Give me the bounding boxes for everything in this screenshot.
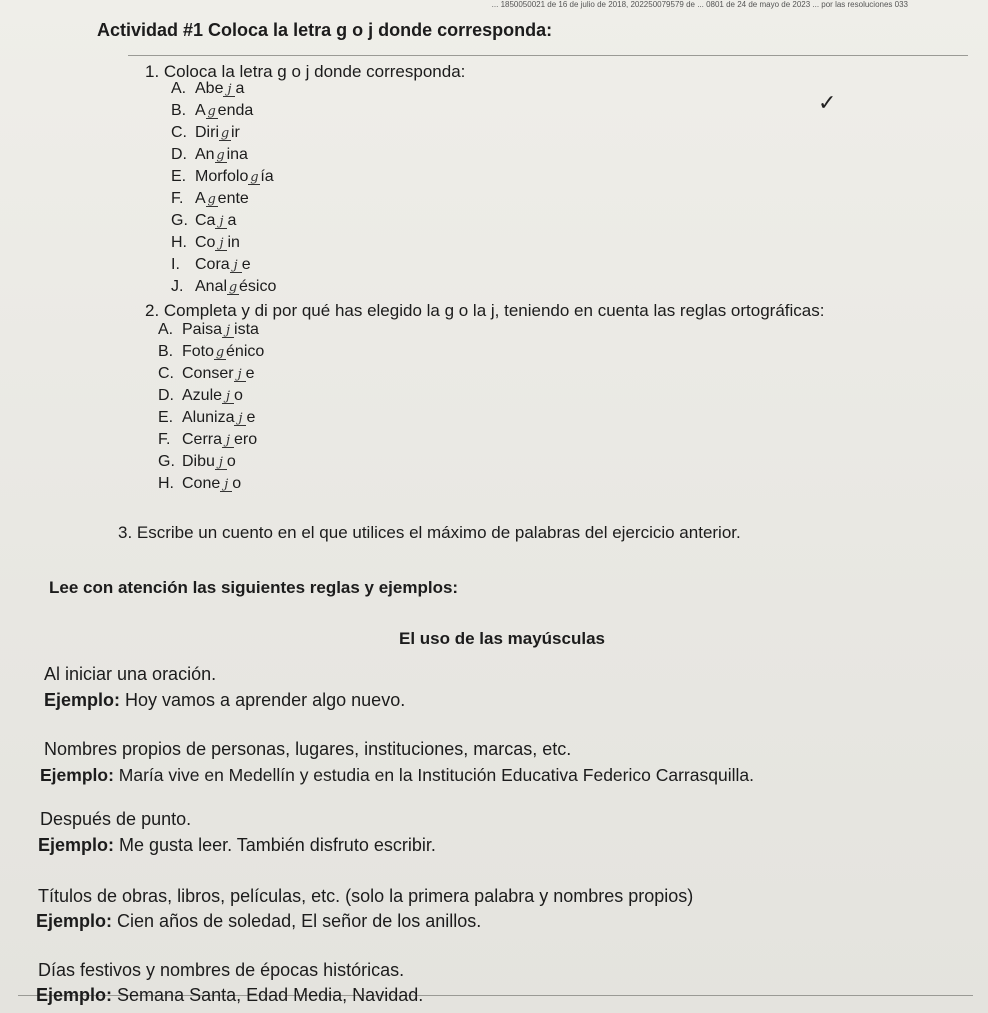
q1-item (171, 102, 253, 120)
word-end: ina (226, 146, 248, 163)
answer-blank[interactable]: g (215, 345, 225, 360)
item-letter: F. (158, 431, 171, 448)
word-start: An (195, 146, 215, 163)
rule-4-text: Títulos de obras, libros, películas, etc. (solo la primera palabra y nombres propios) (38, 886, 694, 906)
rule-3-example (38, 835, 436, 856)
reading-heading: El uso de las mayúsculas (399, 629, 605, 648)
answer-blank[interactable]: j (223, 82, 235, 97)
answer-blank[interactable]: j (215, 236, 227, 251)
rule-1-text: Al iniciar una oración. (44, 664, 217, 684)
example-label: Ejemplo: (38, 835, 115, 855)
q2-item (158, 475, 241, 493)
rule-4-example (36, 911, 481, 932)
answer-blank[interactable]: g (228, 280, 238, 295)
item-letter: H. (158, 475, 174, 492)
answer-blank[interactable]: g (207, 192, 216, 207)
item-letter: B. (158, 343, 174, 360)
item-letter: F. (171, 190, 184, 207)
answer-blank[interactable]: g (207, 104, 216, 119)
word-start: A (195, 190, 206, 207)
item-letter: I. (171, 256, 180, 273)
answer-blank[interactable]: g (220, 126, 230, 141)
word-end: e (246, 409, 256, 426)
header-note: ... 1850050021 de 16 de julio de 2018, 202250079579 de ... 0801 de 24 de mayo de 2023 ... por las resoluciones 033 (491, 0, 908, 9)
word-end: ía (260, 168, 274, 185)
answer-blank[interactable]: g (250, 170, 259, 185)
q1-prompt: 1. Coloca la letra g o j donde corresponda: (145, 62, 466, 81)
activity-title: Actividad #1 Coloca la letra g o j donde corresponda: (97, 20, 553, 40)
rule-3-text: Después de punto. (40, 809, 192, 829)
word-start: Diri (195, 124, 219, 141)
q1-item (171, 190, 249, 208)
reading-intro: Lee con atención las siguientes reglas y ejemplos: (49, 578, 459, 597)
word-end: ista (234, 321, 259, 338)
item-letter: C. (171, 124, 187, 141)
example-label: Ejemplo: (44, 690, 121, 710)
example-label: Ejemplo: (36, 911, 113, 931)
word-end: énico (226, 343, 265, 360)
rule-5-text: Días festivos y nombres de épocas históricas. (38, 960, 405, 980)
item-letter: D. (171, 146, 187, 163)
word-start: Abe (195, 80, 224, 97)
q2-item (158, 343, 264, 361)
q2-item (158, 387, 243, 405)
item-letter: H. (171, 234, 187, 251)
word-end: in (227, 234, 240, 251)
word-end: a (235, 80, 245, 97)
q1-item (171, 124, 240, 142)
answer-blank[interactable]: j (222, 389, 234, 404)
word-start: Dibu (182, 453, 215, 470)
rule-2-text: Nombres propios de personas, lugares, instituciones, marcas, etc. (44, 739, 572, 759)
example-text: Cien años de soledad, El señor de los anillos. (117, 911, 482, 931)
word-start: Cora (195, 256, 230, 273)
word-end: o (226, 453, 236, 470)
answer-blank[interactable]: j (222, 433, 234, 448)
answer-blank[interactable]: j (222, 323, 234, 338)
item-letter: D. (158, 387, 174, 404)
rule-2-example (40, 765, 754, 786)
word-start: Aluniza (182, 409, 235, 426)
word-end: a (227, 212, 237, 229)
word-start: Foto (182, 343, 215, 360)
word-start: Morfolo (195, 168, 249, 185)
example-label: Ejemplo: (36, 985, 113, 1005)
rule-1-example (44, 690, 405, 711)
check-mark: ✓ (818, 90, 837, 115)
item-letter: A. (171, 80, 187, 97)
item-letter: E. (158, 409, 174, 426)
q2-item (158, 453, 236, 471)
word-end: o (234, 387, 243, 404)
word-end: ésico (239, 278, 277, 295)
word-start: Ca (195, 212, 216, 229)
example-text: María vive en Medellín y estudia en la Institución Educativa Federico Carrasquilla. (118, 765, 754, 785)
item-letter: A. (158, 321, 174, 338)
word-start: Paisa (182, 321, 223, 338)
word-end: e (245, 365, 255, 382)
example-text: Semana Santa, Edad Media, Navidad. (117, 985, 424, 1005)
q3-prompt: 3. Escribe un cuento en el que utilices el máximo de palabras del ejercicio anterior. (118, 523, 741, 542)
q2-item (158, 409, 255, 427)
word-end: ente (217, 190, 249, 207)
word-end: ir (231, 124, 240, 141)
word-start: Cone (182, 475, 221, 492)
q1-item (171, 80, 244, 98)
q2-prompt: 2. Completa y di por qué has elegido la g o la j, teniendo en cuenta las reglas ortográficas: (145, 301, 825, 320)
answer-blank[interactable]: j (215, 455, 227, 470)
q2-item (158, 431, 257, 449)
q1-item (171, 168, 274, 186)
example-text: Me gusta leer. También disfruto escribir. (119, 835, 436, 855)
q1-item (171, 146, 248, 164)
example-text: Hoy vamos a aprender algo nuevo. (125, 690, 406, 710)
answer-blank[interactable]: j (234, 367, 246, 382)
item-letter: C. (158, 365, 174, 382)
q1-item (171, 212, 236, 230)
q1-item (171, 278, 276, 296)
q2-item (158, 365, 254, 383)
answer-blank[interactable]: j (230, 258, 242, 273)
item-letter: G. (171, 212, 188, 229)
answer-blank[interactable]: j (234, 411, 246, 426)
word-end: enda (217, 102, 254, 119)
word-start: Cerra (182, 431, 223, 448)
word-start: Co (195, 234, 216, 251)
answer-blank[interactable]: g (216, 148, 225, 163)
word-start: Azule (182, 387, 223, 404)
item-letter: E. (171, 168, 187, 185)
q2-item (158, 321, 259, 339)
answer-blank[interactable]: j (215, 214, 227, 229)
answer-blank[interactable]: j (220, 477, 232, 492)
word-end: e (241, 256, 251, 273)
item-letter: J. (171, 278, 184, 295)
word-start: Conser (182, 365, 234, 382)
example-label: Ejemplo: (40, 765, 114, 785)
rule-5-example (36, 985, 423, 1006)
item-letter: B. (171, 102, 187, 119)
item-letter: G. (158, 453, 175, 470)
word-end: ero (234, 431, 258, 448)
q1-item (171, 256, 251, 274)
q1-item (171, 234, 240, 252)
frame-top-rule (128, 55, 968, 56)
word-start: A (195, 102, 206, 119)
word-end: o (232, 475, 242, 492)
word-start: Anal (195, 278, 228, 295)
